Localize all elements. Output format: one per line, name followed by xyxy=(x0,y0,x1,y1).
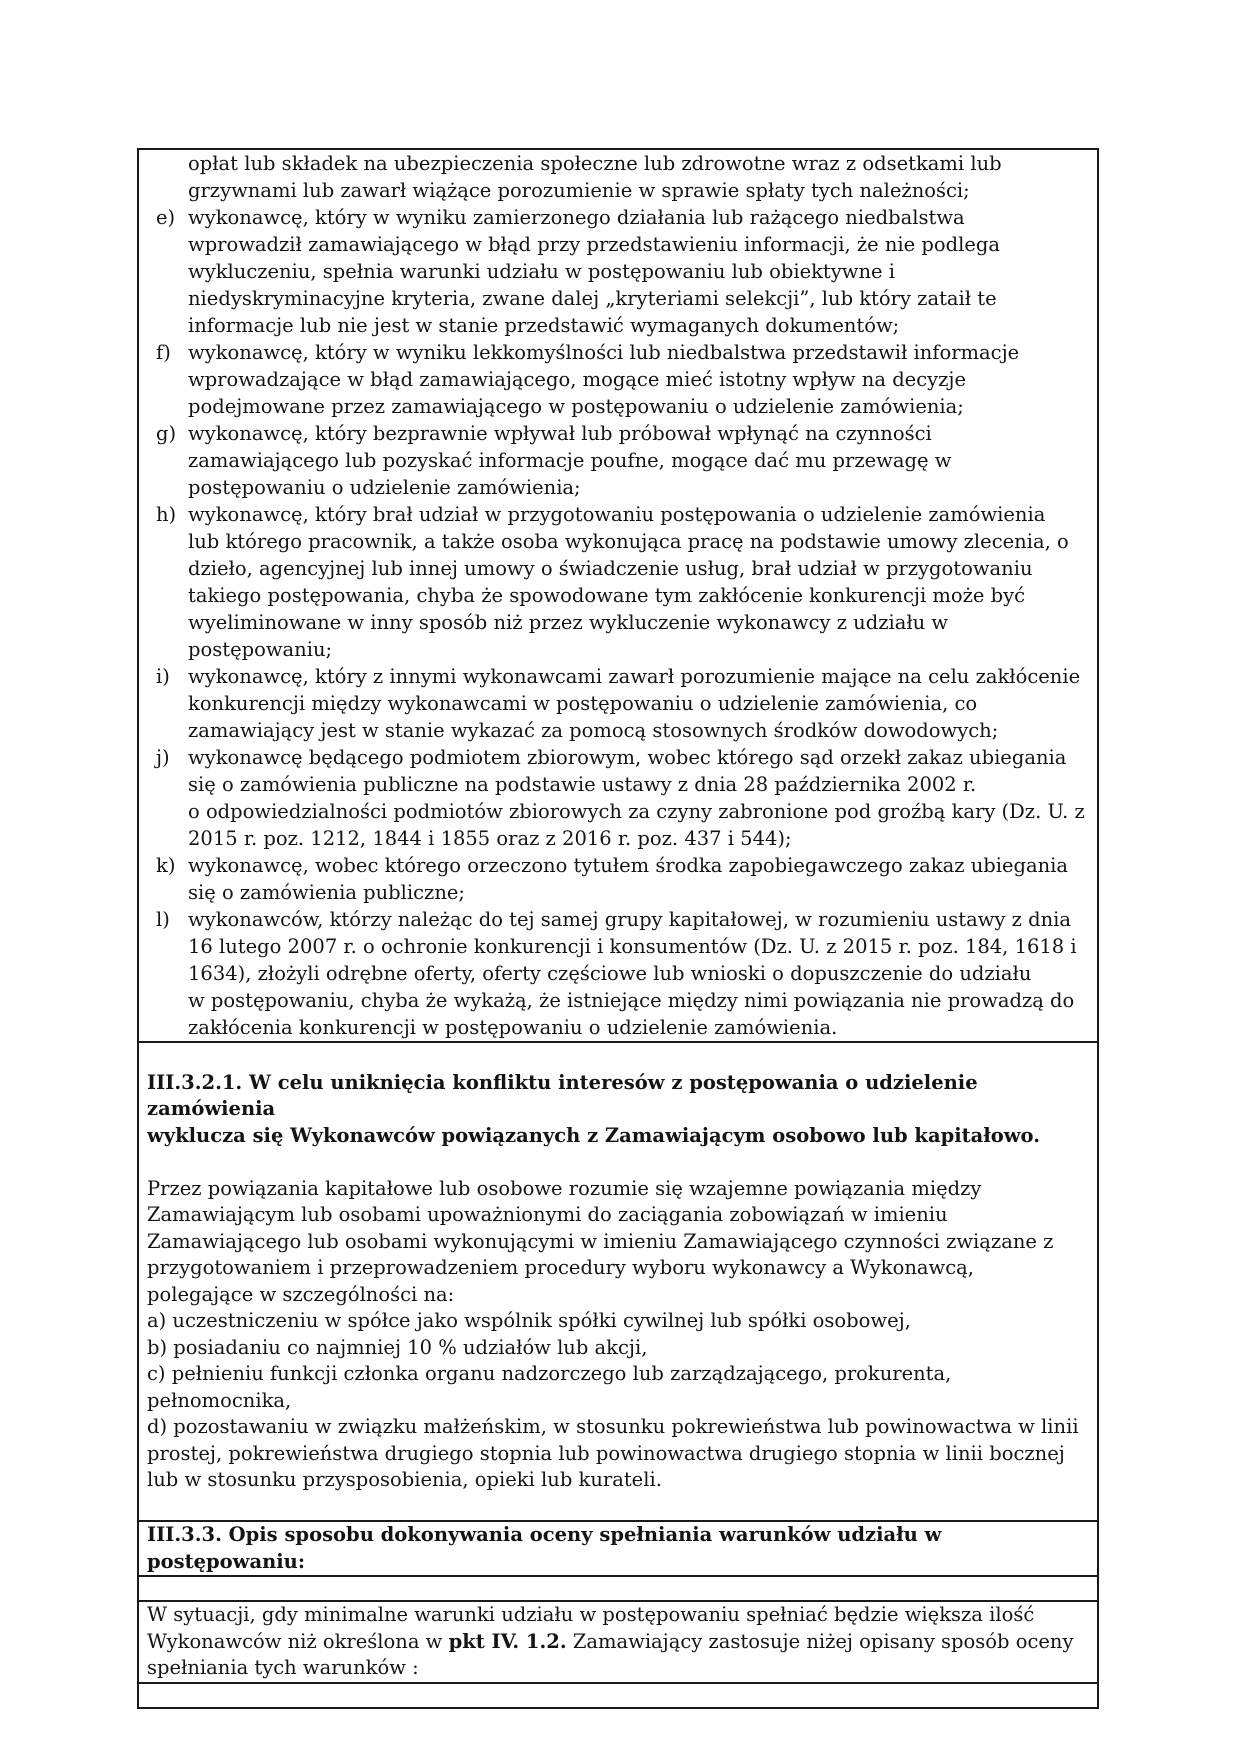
list-item-f xyxy=(147,339,1089,420)
list-item-label: g) xyxy=(156,422,177,445)
empty-cell xyxy=(138,1683,1098,1708)
evaluation-cell xyxy=(138,1601,1098,1683)
section-3-3-row xyxy=(138,1521,1098,1576)
list-item-g xyxy=(147,420,1089,501)
list-item-label: e) xyxy=(156,206,176,229)
evaluation-text-before: W sytuacji, gdy minimalne warunki udziału w postępowaniu spełniać będzie większa ilość Wykonawców niż określona w xyxy=(147,1603,1035,1653)
list-item-label: k) xyxy=(156,854,176,877)
empty-cell xyxy=(138,1576,1098,1601)
list-item-text: wykonawcę, wobec którego orzeczono tytułem środka zapobiegawczego zakaz ubiegania się o zamówienia publiczne; xyxy=(188,854,1069,904)
list-item-text: wykonawcę, który brał udział w przygotowaniu postępowania o udzielenie zamówienia lub którego pracownik, a także osoba wykonująca pracę na podstawie umowy zlecenia, o dzieło, agencyjnej lub innej umowy o świadczenie usług, brał udział w przygotowaniu takiego postępowania, chyba że spowodowane tym zakłócenie konkurencji może być wyeliminowane w inny sposób niż przez wykluczenie wykonawcy z udziału w postępowaniu; xyxy=(188,503,1069,661)
list-item-text: wykonawcę, który bezprawnie wpływał lub próbował wpłynąć na czynności zamawiającego lub pozyskać informacje poufne, mogące dać mu przewagę w postępowaniu o udzielenie zamówienia; xyxy=(188,422,952,499)
list-item-text: wykonawcę będącego podmiotem zbiorowym, wobec którego sąd orzekł zakaz ubiegania się o zamówienia publiczne na podstawie ustawy z dnia 28 października 2002 r. o odpowiedzialności podmiotów zbiorowych za czyny zabronione pod groźbą kary (Dz. U. z 2015 r. poz. 1212, 1844 i 1855 oraz z 2016 r. poz. 437 i 544); xyxy=(188,746,1085,850)
list-item-label: f) xyxy=(156,341,171,364)
list-item-label: i) xyxy=(156,665,170,688)
evaluation-text-after: Zamawiający zastosuje niżej opisany sposób oceny spełniania tych warunków : xyxy=(147,1629,1074,1679)
document-table xyxy=(137,148,1099,1709)
list-item-j xyxy=(147,744,1089,852)
list-item-k xyxy=(147,852,1089,906)
list-item-text: wykonawcę, który z innymi wykonawcami zawarł porozumienie mające na celu zakłócenie konkurencji między wykonawcami w postępowaniu o udzielenie zamówienia, co zamawiający jest w stanie wykazać za pomocą stosownych środków dowodowych; xyxy=(188,665,1081,742)
section-3-2-1-heading: III.3.2.1. W celu uniknięcia konfliktu interesów z postępowania o udzielenie zamówienia wyklucza się Wykonawców powiązanych z Zamawiającym osobowo lub kapitałowo. xyxy=(147,1070,1041,1147)
evaluation-row xyxy=(138,1601,1098,1683)
list-item-text: wykonawców, którzy należąc do tej samej grupy kapitałowej, w rozumieniu ustawy z dnia 16 lutego 2007 r. o ochronie konkurencji i konsumentów (Dz. U. z 2015 r. poz. 184, 1618 i 1634), złożyli odrębne oferty, oferty częściowe lub wnioski o dopuszczenie do udziału w postępowaniu, chyba że wykażą, że istniejące między nimi powiązania nie prowadzą do zakłócenia konkurencji w postępowaniu o udzielenie zamówienia. xyxy=(188,908,1077,1039)
list-item-h xyxy=(147,501,1089,663)
empty-row xyxy=(138,1683,1098,1708)
list-item-e xyxy=(147,204,1089,339)
section-3-2-1-body: Przez powiązania kapitałowe lub osobowe rozumie się wzajemne powiązania między Zamawiającym lub osobami upoważnionymi do zaciągania zobowiązań w imieniu Zamawiającego lub osobami wykonującymi w imieniu Zamawiającego czynności związane z przygotowaniem i przeprowadzeniem procedury wyboru wykonawcy a Wykonawcą, polegające w szczególności na: a) uczestniczeniu w spółce jako wspólnik spółki cywilnej lub spółki osobowej, b) posiadaniu co najmniej 10 % udziałów lub akcji, c) pełnieniu funkcji członka organu nadzorczego lub zarządzającego, prokurenta, pełnomocnika, d) pozostawaniu w związku małżeńskim, w stosunku pokrewieństwa lub powinowactwa w linii prostej, pokrewieństwa drugiego stopnia lub powinowactwa drugiego stopnia w linii bocznej lub w stosunku przysposobienia, opieki lub kurateli. xyxy=(147,1176,1079,1491)
section-3-3-heading: III.3.3. Opis sposobu dokonywania oceny spełniania warunków udziału w postępowaniu: xyxy=(138,1521,1098,1576)
list-item-label: j) xyxy=(156,746,170,769)
list-item-text: wykonawcę, który w wyniku zamierzonego działania lub rażącego niedbalstwa wprowadził zamawiającego w błąd przy przedstawieniu informacji, że nie podlega wykluczeniu, spełnia warunki udziału w postępowaniu lub obiektywne i niedyskryminacyjne kryteria, zwane dalej „kryteriami selekcji”, lub który zataił te informacje lub nie jest w stanie przedstawić wymaganych dokumentów; xyxy=(188,206,1001,337)
list-item-label: l) xyxy=(156,908,170,931)
section-3-2-1-cell xyxy=(138,1042,1098,1521)
empty-row xyxy=(138,1576,1098,1601)
list-item-label: h) xyxy=(156,503,177,526)
exclusions-cell xyxy=(138,149,1098,1042)
list-item-i xyxy=(147,663,1089,744)
section-3-2-1-row xyxy=(138,1042,1098,1521)
list-item-text: wykonawcę, który w wyniku lekkomyślności lub niedbalstwa przedstawił informacje wprowadzające w błąd zamawiającego, mogące mieć istotny wpływ na decyzje podejmowane przez zamawiającego w postępowaniu o udzielenie zamówienia; xyxy=(188,341,1020,418)
list-item-l xyxy=(147,906,1089,1041)
list-continuation: opłat lub składek na ubezpieczenia społeczne lub zdrowotne wraz z odsetkami lub grzywnami lub zawarł wiążące porozumienie w sprawie spłaty tych należności; xyxy=(188,152,1002,202)
exclusions-row xyxy=(138,149,1098,1042)
pkt-reference: pkt IV. 1.2. xyxy=(448,1629,567,1653)
